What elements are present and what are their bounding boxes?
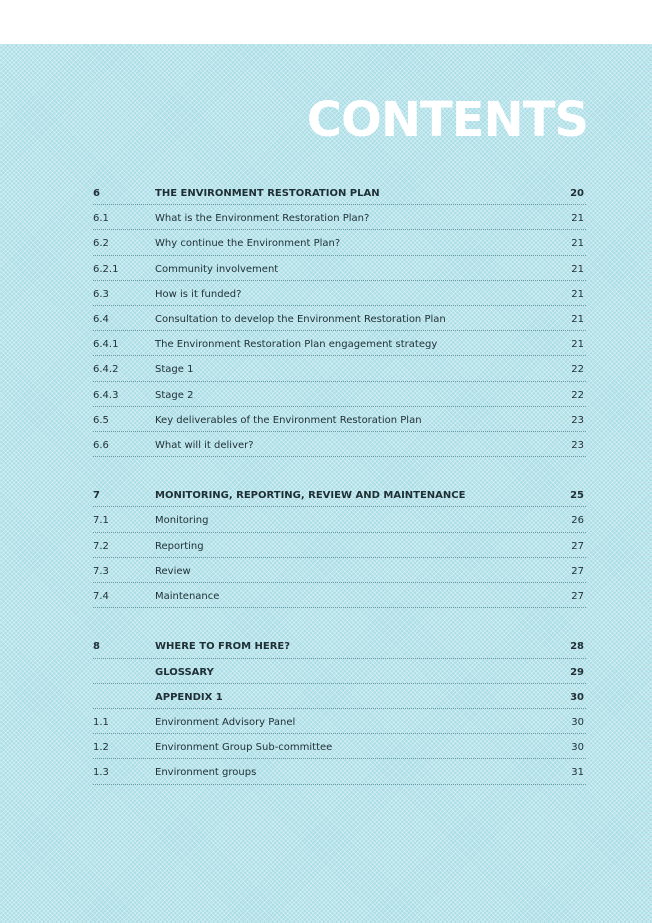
section-gap — [93, 457, 586, 482]
toc-entry-title: Key deliverables of the Environment Restoration Plan — [155, 414, 422, 426]
toc-entry-title: Consultation to develop the Environment Restoration Plan — [155, 313, 446, 325]
contents-panel — [0, 44, 652, 923]
toc-entry-title: Reporting — [155, 540, 204, 552]
toc-entry-number: 1.2 — [93, 742, 109, 754]
toc-entry-page: 21 — [571, 339, 584, 351]
toc-entry-number: 6 — [93, 188, 100, 199]
toc-entry-page: 21 — [571, 213, 584, 225]
toc-entry-row[interactable] — [93, 558, 586, 583]
toc-entry-page: 26 — [571, 515, 584, 527]
toc-entry-title: APPENDIX 1 — [155, 691, 223, 703]
toc-entry-page: 30 — [571, 742, 584, 754]
toc-entry-row[interactable] — [93, 356, 586, 381]
toc-entry-row[interactable] — [93, 281, 586, 306]
page-title: CONTENTS — [306, 92, 588, 148]
toc-entry-title: The Environment Restoration Plan engagement strategy — [155, 339, 438, 351]
toc-entry-number: 1.3 — [93, 767, 109, 779]
toc-entry-page: 22 — [571, 389, 584, 401]
toc-entry-title: Stage 1 — [155, 364, 194, 376]
toc-entry-row[interactable] — [93, 709, 586, 734]
toc-entry-number: 7.4 — [93, 591, 109, 602]
toc-entry-title: Maintenance — [155, 591, 220, 602]
toc-entry-number: 7 — [93, 490, 100, 502]
toc-entry-row[interactable] — [93, 331, 586, 356]
toc-entry-page: 23 — [571, 439, 584, 451]
table-of-contents — [93, 180, 586, 785]
toc-entry-title: Community involvement — [155, 263, 279, 275]
toc-heading-row[interactable] — [93, 180, 586, 205]
toc-entry-title: How is it funded? — [155, 288, 242, 300]
section-gap — [93, 608, 586, 633]
toc-entry-page: 21 — [571, 288, 584, 300]
toc-entry-page: 23 — [571, 414, 584, 426]
toc-entry-number: 6.3 — [93, 288, 109, 300]
toc-entry-page: 30 — [570, 691, 584, 703]
toc-entry-title: GLOSSARY — [155, 666, 214, 678]
toc-entry-title: What will it deliver? — [155, 439, 254, 451]
toc-entry-page: 27 — [571, 565, 584, 577]
toc-entry-title: MONITORING, REPORTING, REVIEW AND MAINTENANCE — [155, 490, 466, 502]
toc-entry-number: 6.5 — [93, 414, 109, 426]
toc-entry-number: 6.6 — [93, 439, 109, 451]
toc-entry-number: 6.4 — [93, 313, 109, 325]
toc-entry-title: Environment Advisory Panel — [155, 716, 296, 728]
toc-entry-row[interactable] — [93, 407, 586, 432]
toc-entry-title: Review — [155, 565, 191, 577]
toc-entry-number: 6.2 — [93, 238, 109, 250]
toc-entry-page: 27 — [571, 540, 584, 552]
toc-entry-number: 6.4.2 — [93, 364, 119, 376]
toc-entry-page: 28 — [570, 641, 584, 653]
toc-entry-title: Environment groups — [155, 767, 257, 779]
toc-heading-row[interactable] — [93, 633, 586, 658]
toc-entry-number: 7.1 — [93, 515, 109, 527]
toc-entry-title: What is the Environment Restoration Plan? — [155, 213, 370, 225]
toc-entry-row[interactable] — [93, 759, 586, 784]
toc-entry-row[interactable] — [93, 382, 586, 407]
toc-entry-page: 31 — [571, 767, 584, 779]
toc-heading-row[interactable] — [93, 684, 586, 709]
toc-entry-title: Why continue the Environment Plan? — [155, 238, 341, 250]
toc-entry-page: 30 — [571, 716, 584, 728]
toc-heading-row[interactable] — [93, 482, 586, 507]
toc-entry-number: 6.1 — [93, 213, 109, 225]
toc-entry-row[interactable] — [93, 432, 586, 457]
toc-entry-row[interactable] — [93, 734, 586, 759]
toc-entry-title: WHERE TO FROM HERE? — [155, 641, 291, 653]
toc-entry-number: 1.1 — [93, 716, 109, 728]
toc-entry-title: THE ENVIRONMENT RESTORATION PLAN — [155, 188, 380, 199]
toc-entry-page: 22 — [571, 364, 584, 376]
toc-entry-row[interactable] — [93, 256, 586, 281]
toc-entry-row[interactable] — [93, 583, 586, 608]
toc-entry-page: 21 — [571, 313, 584, 325]
toc-entry-page: 20 — [570, 188, 584, 199]
toc-entry-row[interactable] — [93, 205, 586, 230]
toc-entry-title: Monitoring — [155, 515, 209, 527]
toc-entry-row[interactable] — [93, 230, 586, 255]
toc-entry-page: 29 — [570, 666, 584, 678]
toc-entry-number: 7.2 — [93, 540, 109, 552]
toc-entry-page: 25 — [570, 490, 584, 502]
toc-entry-row[interactable] — [93, 507, 586, 532]
toc-entry-row[interactable] — [93, 533, 586, 558]
toc-entry-number: 6.4.3 — [93, 389, 119, 401]
toc-entry-title: Environment Group Sub-committee — [155, 742, 333, 754]
toc-entry-number: 6.4.1 — [93, 339, 119, 351]
toc-heading-row[interactable] — [93, 659, 586, 684]
toc-entry-page: 27 — [571, 591, 584, 602]
toc-entry-number: 8 — [93, 641, 100, 653]
toc-entry-row[interactable] — [93, 306, 586, 331]
toc-entry-page: 21 — [571, 238, 584, 250]
toc-entry-number: 6.2.1 — [93, 263, 119, 275]
toc-entry-number: 7.3 — [93, 565, 109, 577]
toc-entry-page: 21 — [571, 263, 584, 275]
toc-entry-title: Stage 2 — [155, 389, 194, 401]
